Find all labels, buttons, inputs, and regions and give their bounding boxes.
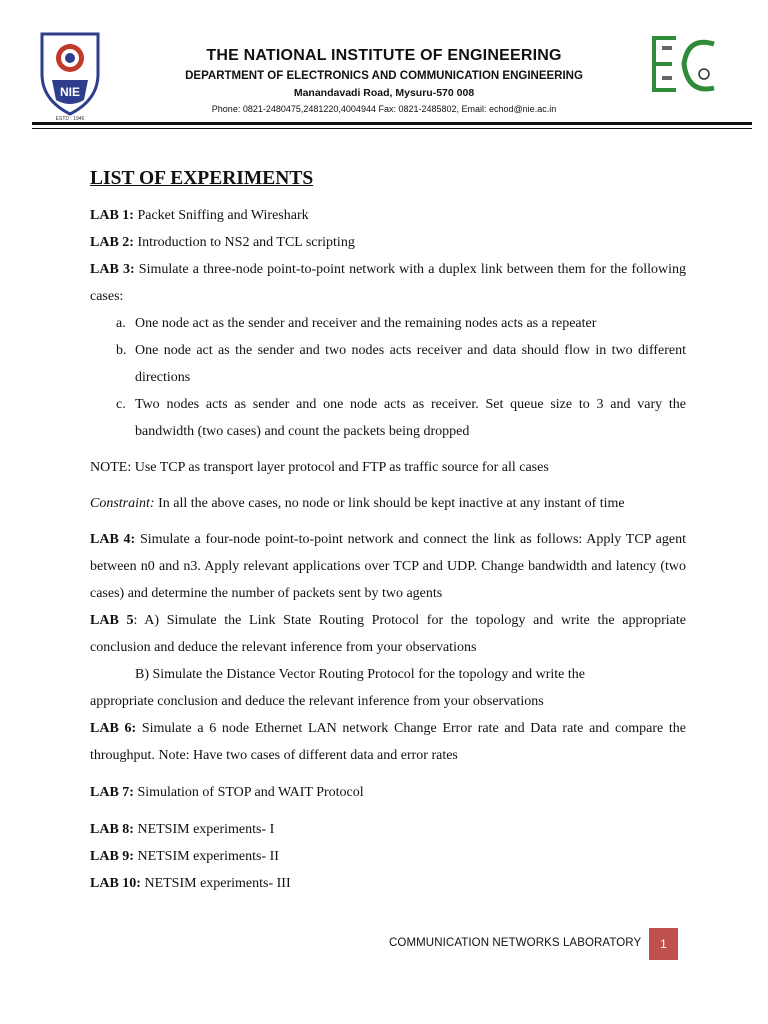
header-rule-thick xyxy=(32,122,752,125)
lab-1 xyxy=(90,202,686,229)
lab-4 xyxy=(90,526,686,607)
lab-8 xyxy=(90,816,686,843)
note: NOTE: Use TCP as transport layer protocol and FTP as traffic source for all cases xyxy=(90,460,549,475)
lab-9-text: NETSIM experiments- II xyxy=(133,849,279,864)
constraint-text: In all the above cases, no node or link should be kept inactive at any instant of time xyxy=(154,496,625,511)
lab-3-text: Simulate a three-node point-to-point network with a duplex link between them for the following cases: xyxy=(90,262,686,304)
contact-info: Phone: 0821-2480475,2481220,4004944 Fax: 0821-2485802, Email: echod@nie.ac.in xyxy=(211,104,557,114)
document-body xyxy=(90,166,686,897)
case-text: One node act as the sender and two nodes acts receiver and data should flow in two different directions xyxy=(135,343,686,385)
page-title: LIST OF EXPERIMENTS xyxy=(90,168,314,189)
lab-9 xyxy=(90,843,686,870)
nie-logo-text: NIE xyxy=(59,85,81,99)
lab-7 xyxy=(90,779,686,806)
lab-3-label: LAB 3: xyxy=(90,262,135,277)
case-text: One node act as the sender and receiver and the remaining nodes acts as a repeater xyxy=(135,316,597,331)
case-marker: b. xyxy=(116,343,127,358)
constraint xyxy=(90,490,686,517)
nie-logo-estd: ESTD : 1946 xyxy=(55,116,85,120)
lab-8-text: NETSIM experiments- I xyxy=(133,822,275,837)
lab-3 xyxy=(90,256,686,310)
lab-2 xyxy=(90,229,686,256)
lab-3-cases xyxy=(90,310,686,445)
list-item xyxy=(90,337,686,391)
lab-6-label: LAB 6: xyxy=(90,721,137,736)
lab-6 xyxy=(90,715,686,769)
department-name: DEPARTMENT OF ELECTRONICS AND COMMUNICATION ENGINEERING xyxy=(185,70,583,82)
constraint-label: Constraint: xyxy=(90,496,155,511)
lab-4-text: Simulate a four-node point-to-point network and connect the link as follows: Apply TCP agent between n0 and n3. Apply relevant applications over TCP and UDP. Change bandwidth and latency (two cases) and determine the number of packets sent by two agents xyxy=(90,532,687,601)
page-number: 1 xyxy=(649,928,678,960)
lab-1-label: LAB 1: xyxy=(90,208,134,223)
case-marker: a. xyxy=(116,316,126,331)
header-rule-thin xyxy=(32,128,752,129)
lab-1-text: Packet Sniffing and Wireshark xyxy=(133,208,309,223)
lab-9-label: LAB 9: xyxy=(90,849,134,864)
institute-address: Manandavadi Road, Mysuru-570 008 xyxy=(293,87,475,99)
case-text: Two nodes acts as sender and one node acts as receiver. Set queue size to 3 and vary the bandwidth (two cases) and count the packets being dropped xyxy=(135,397,686,439)
institute-title: THE NATIONAL INSTITUTE OF ENGINEERING xyxy=(206,47,562,64)
lab-2-label: LAB 2: xyxy=(90,235,134,250)
footer-label: COMMUNICATION NETWORKS LABORATORY xyxy=(389,937,642,949)
lab-5-part-b-cont: appropriate conclusion and deduce the relevant inference from your observations xyxy=(90,694,544,709)
lab-10-label: LAB 10: xyxy=(90,876,141,891)
lab-7-label: LAB 7: xyxy=(90,785,134,800)
lab-8-label: LAB 8: xyxy=(90,822,134,837)
list-item xyxy=(90,310,686,337)
nie-logo xyxy=(38,30,102,120)
ec-department-logo xyxy=(648,32,724,106)
lab-5-part-b: B) Simulate the Distance Vector Routing Protocol for the topology and write the xyxy=(135,667,585,682)
lab-2-text: Introduction to NS2 and TCL scripting xyxy=(133,235,355,250)
lab-6-text: Simulate a 6 node Ethernet LAN network Change Error rate and Data rate and compare the throughput. Note: Have two cases of different data and error rates xyxy=(90,721,687,763)
lab-5 xyxy=(90,607,686,661)
lab-10 xyxy=(90,870,686,897)
page-header xyxy=(0,0,768,132)
lab-5-text-a: : A) Simulate the Link State Routing Protocol for the topology and write the appropriate conclusion and deduce the relevant inference from your observations xyxy=(90,613,686,655)
lab-7-text: Simulation of STOP and WAIT Protocol xyxy=(133,785,364,800)
lab-4-label: LAB 4: xyxy=(90,532,136,547)
list-item xyxy=(90,391,686,445)
lab-5-label: LAB 5 xyxy=(90,613,134,628)
case-marker: c. xyxy=(116,397,126,412)
lab-10-text: NETSIM experiments- III xyxy=(140,876,291,891)
